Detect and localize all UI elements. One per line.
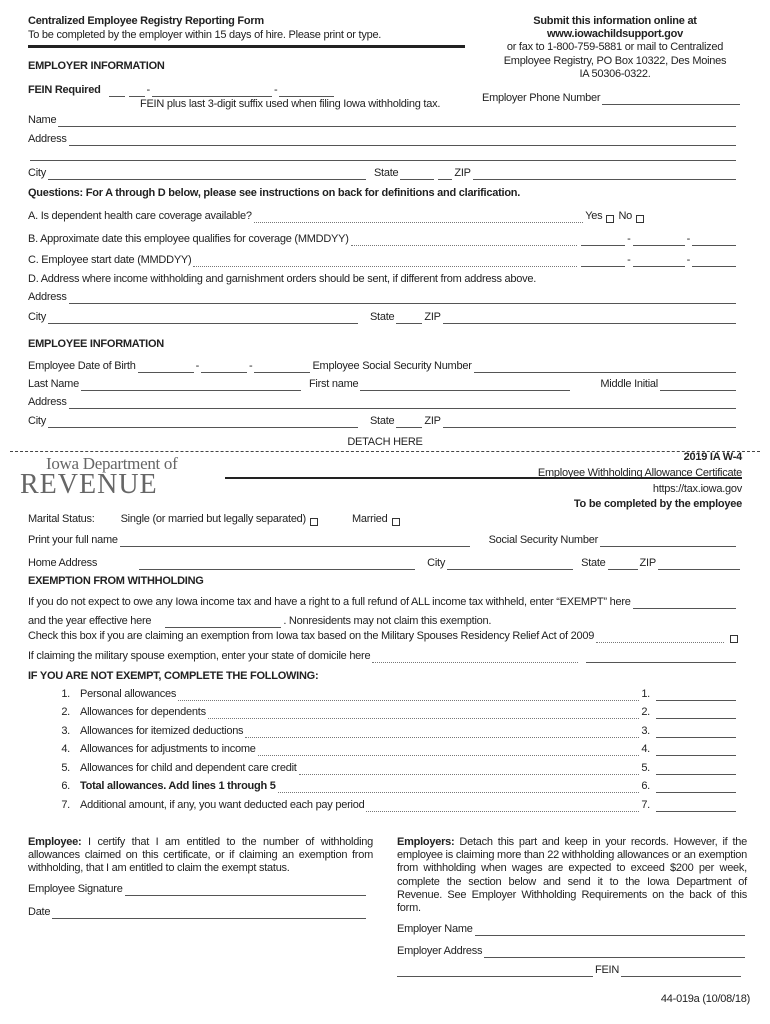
phone-field[interactable]	[602, 95, 740, 105]
zip-label: ZIP	[424, 415, 441, 427]
city-label: City	[427, 557, 446, 569]
exempt-text: If you do not expect to owe any Iowa income tax and have a right to a full refund of ALL income tax withheld, enter “EXEMPT” here	[28, 596, 631, 608]
line-field[interactable]	[656, 709, 736, 719]
leader-dots	[299, 766, 640, 775]
state-label: State	[581, 557, 606, 569]
dob-dd[interactable]	[201, 363, 247, 373]
line-number: 5.	[61, 762, 70, 774]
line-number: 6.	[61, 780, 70, 792]
employer-heading: EMPLOYER INFORMATION	[28, 60, 165, 72]
exemption-heading: EXEMPTION FROM WITHHOLDING	[28, 575, 204, 587]
state-label: State	[373, 167, 399, 179]
single-checkbox[interactable]	[310, 518, 318, 526]
line-field[interactable]	[656, 746, 736, 756]
question-a: A. Is dependent health care coverage available?	[28, 210, 252, 222]
ssn-label: Social Security Number	[488, 534, 598, 546]
employer-name-field[interactable]	[58, 117, 736, 127]
leader-dots	[351, 237, 578, 246]
home-address-label: Home Address	[28, 557, 98, 569]
employers-label: Employers:	[397, 836, 455, 848]
employee-city-field[interactable]	[48, 418, 358, 428]
form-subtitle: To be completed by the employer within 15 days of hire. Please print or type.	[28, 29, 382, 41]
allowance-line	[28, 706, 738, 719]
address-label: Address	[28, 291, 67, 303]
submit-line: IA 50306-0322.	[579, 67, 651, 80]
fein-digit[interactable]	[109, 87, 125, 97]
line-label: Additional amount, if any, you want deducted each pay period	[80, 799, 365, 811]
line-ref: 1.	[641, 688, 650, 700]
allowance-line	[28, 725, 738, 738]
fein-row: FEIN Required - -	[28, 84, 428, 97]
form-title: Centralized Employee Registry Reporting Form	[28, 15, 264, 27]
middle-initial-label: Middle Initial	[600, 378, 658, 390]
fein-label: FEIN Required	[28, 84, 101, 96]
garnishment-zip-field[interactable]	[443, 314, 736, 324]
employee-address-field[interactable]	[69, 399, 736, 409]
leader-dots	[278, 784, 640, 793]
employee-zip-field[interactable]	[443, 418, 736, 428]
detach-text: DETACH HERE	[347, 436, 423, 448]
leader-dots	[178, 692, 639, 701]
coverage-mm[interactable]	[581, 236, 625, 246]
form-title: Employee Withholding Allowance Certificate	[537, 467, 742, 480]
employer-address-line2[interactable]	[30, 151, 736, 161]
leader-dots	[208, 710, 639, 719]
line-label: Allowances for dependents	[80, 706, 206, 718]
start-yy[interactable]	[692, 257, 736, 267]
allowance-line	[28, 799, 738, 812]
leader-dots	[366, 803, 639, 812]
employee-ssn-field[interactable]	[474, 363, 736, 373]
line-number: 3.	[61, 725, 70, 737]
leader-dots	[245, 729, 639, 738]
single-label: Single (or married but legally separated)	[120, 513, 306, 525]
line-field[interactable]	[656, 765, 736, 775]
dob-mm[interactable]	[138, 363, 194, 373]
fein-digits[interactable]	[152, 87, 272, 97]
revenue-logo	[20, 455, 178, 498]
employer-zip-field[interactable]	[473, 170, 736, 180]
line-label: Personal allowances	[80, 688, 177, 700]
w4-header	[538, 451, 742, 511]
address-label: Address	[28, 396, 67, 408]
year-label: and the year effective here	[28, 615, 152, 627]
question-c: C. Employee start date (MMDDYY)	[28, 254, 192, 266]
form-url[interactable]: https://tax.iowa.gov	[652, 483, 742, 496]
line-field[interactable]	[656, 802, 736, 812]
employer-name-field[interactable]	[475, 926, 745, 936]
middle-initial-field[interactable]	[660, 381, 736, 391]
address-label: Address	[28, 133, 67, 145]
home-address-field[interactable]	[139, 560, 415, 570]
city-field[interactable]	[447, 560, 573, 570]
marital-label: Marital Status:	[28, 513, 95, 525]
no-label: No	[618, 210, 632, 222]
line-ref: 4.	[641, 743, 650, 755]
leader-dots	[193, 258, 577, 267]
city-label: City	[28, 167, 46, 179]
garnishment-address-field[interactable]	[69, 294, 736, 304]
line-label: Allowances for adjustments to income	[80, 743, 256, 755]
line-label: Total allowances. Add lines 1 through 5	[80, 780, 276, 792]
garnishment-city-field[interactable]	[48, 314, 358, 324]
leader-dots	[372, 654, 578, 663]
line-number: 4.	[61, 743, 70, 755]
yes-label: Yes	[585, 210, 603, 222]
line-field[interactable]	[656, 691, 736, 701]
city-label: City	[28, 311, 46, 323]
question-d: D. Address where income withholding and garnishment orders should be sent, if different from address above.	[28, 273, 537, 285]
allowance-line	[28, 688, 738, 701]
submit-line: Employee Registry, PO Box 10322, Des Moines	[503, 54, 727, 67]
start-dd[interactable]	[633, 257, 685, 267]
nonresident-note: . Nonresidents may not claim this exemption.	[283, 615, 492, 627]
employers-instructions	[397, 836, 747, 915]
state-field[interactable]	[608, 560, 638, 570]
form-id: 44-019a (10/08/18)	[660, 993, 750, 1005]
employer-address-label: Employer Address	[397, 945, 483, 957]
ssn-field[interactable]	[600, 537, 736, 547]
dob-label: Employee Date of Birth	[28, 360, 136, 372]
line-ref: 7.	[641, 799, 650, 811]
first-name-label: First name	[308, 378, 359, 390]
fein-label: FEIN	[595, 964, 620, 976]
military-checkbox[interactable]	[730, 635, 738, 643]
submit-line: Submit this information online at	[533, 15, 697, 27]
line-field[interactable]	[656, 783, 736, 793]
form-note: To be completed by the employee	[573, 497, 742, 510]
military-text: Check this box if you are claiming an exemption from Iowa tax based on the Military Spouses Residency Relief Act of 2009	[28, 630, 595, 642]
year-field[interactable]	[165, 618, 281, 628]
employee-text: I certify that I am entitled to the number of withholding allowances claimed on this certificate, or if claiming an exemption from withholding, that I am entitled to claim the exempt status.	[28, 836, 373, 875]
yes-checkbox[interactable]	[606, 215, 614, 223]
zip-label: ZIP	[639, 557, 656, 569]
allowance-line	[28, 780, 738, 793]
employer-city-field[interactable]	[48, 170, 366, 180]
line-number: 2.	[61, 706, 70, 718]
zip-label: ZIP	[454, 167, 471, 179]
zip-label: ZIP	[424, 311, 441, 323]
line-label: Allowances for itemized deductions	[80, 725, 244, 737]
first-name-field[interactable]	[360, 381, 570, 391]
ssn-label: Employee Social Security Number	[312, 360, 472, 372]
line-ref: 2.	[641, 706, 650, 718]
line-ref: 6.	[641, 780, 650, 792]
no-checkbox[interactable]	[636, 215, 644, 223]
submit-info	[470, 15, 760, 81]
employer-name-label: Employer Name	[397, 923, 473, 935]
signature-field[interactable]	[125, 886, 366, 896]
fein-digit[interactable]	[129, 87, 145, 97]
domicile-text: If claiming the military spouse exemption, enter your state of domicile here	[28, 650, 371, 662]
logo-main: REVENUE	[20, 469, 158, 500]
line-ref: 3.	[641, 725, 650, 737]
employee-heading: EMPLOYEE INFORMATION	[28, 338, 164, 350]
last-name-label: Last Name	[28, 378, 79, 390]
employer-address-field[interactable]	[484, 948, 745, 958]
leader-dots	[596, 634, 724, 643]
coverage-yy[interactable]	[692, 236, 736, 246]
employer-misc-field[interactable]	[397, 967, 593, 977]
employee-certification	[28, 836, 373, 876]
line-number: 7.	[61, 799, 70, 811]
coverage-dd[interactable]	[633, 236, 685, 246]
name-label: Name	[28, 114, 57, 126]
allowance-line	[28, 762, 738, 775]
start-mm[interactable]	[581, 257, 625, 267]
line-number: 1.	[61, 688, 70, 700]
logo-top: Iowa Department of	[46, 454, 178, 473]
submit-url[interactable]: www.iowachildsupport.gov	[547, 28, 683, 41]
fein-suffix[interactable]	[279, 87, 334, 97]
employee-state-field[interactable]	[396, 418, 422, 428]
date-label: Date	[28, 906, 51, 918]
submit-line: or fax to 1-800-759-5881 or mail to Centralized	[506, 41, 724, 54]
questions-heading: Questions: For A through D below, please see instructions on back for definitions and clarification.	[28, 187, 521, 199]
line-ref: 5.	[641, 762, 650, 774]
fullname-label: Print your full name	[28, 534, 118, 546]
fein-note: FEIN plus last 3-digit suffix used when filing Iowa withholding tax.	[140, 98, 441, 110]
fein-field[interactable]	[621, 967, 741, 977]
date-field[interactable]	[52, 909, 366, 919]
fullname-field[interactable]	[120, 537, 470, 547]
allowance-line	[28, 743, 738, 756]
signature-label: Employee Signature	[28, 883, 123, 895]
detach-label	[0, 436, 770, 449]
state-label: State	[369, 311, 395, 323]
question-b: B. Approximate date this employee qualifies for coverage (MMDDYY)	[28, 233, 349, 245]
dob-yy[interactable]	[254, 363, 310, 373]
leader-dots	[258, 747, 640, 756]
city-label: City	[28, 415, 46, 427]
employee-label: Employee:	[28, 836, 82, 848]
garnishment-state-field[interactable]	[396, 314, 422, 324]
married-label: Married	[351, 513, 388, 525]
blank	[438, 170, 452, 180]
form-number: 2019 IA W-4	[683, 451, 742, 463]
employers-text: Detach this part and keep in your records. However, if the employee is claiming more than 22 withholding allowances or an exemption from withholding when wages are expected to exceed $200 per week, complete the section below and send it to the Iowa Department of Revenue. See Employer Withholding Requirements on the back of this form.	[397, 836, 747, 915]
phone-label: Employer Phone Number	[482, 92, 601, 104]
divider	[28, 45, 465, 48]
leader-dots	[254, 214, 584, 223]
domicile-field[interactable]	[586, 653, 736, 663]
last-name-field[interactable]	[81, 381, 301, 391]
employer-state-field[interactable]	[400, 170, 434, 180]
not-exempt-heading: IF YOU ARE NOT EXEMPT, COMPLETE THE FOLLOWING:	[28, 670, 319, 682]
married-checkbox[interactable]	[392, 518, 400, 526]
employer-address-field[interactable]	[69, 136, 736, 146]
exempt-field[interactable]	[633, 599, 736, 609]
state-label: State	[369, 415, 395, 427]
line-field[interactable]	[656, 728, 736, 738]
zip-field[interactable]	[658, 560, 740, 570]
phone-row	[482, 92, 742, 105]
line-label: Allowances for child and dependent care credit	[80, 762, 297, 774]
